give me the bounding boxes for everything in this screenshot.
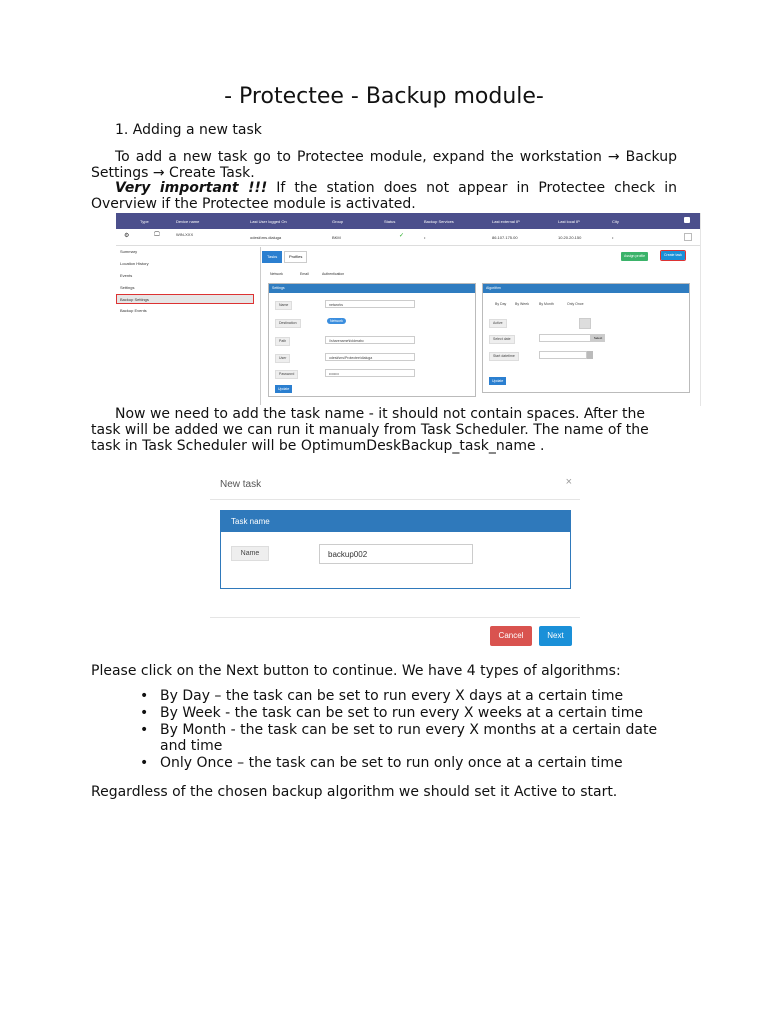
col-external-ip: Last external IP <box>492 219 520 224</box>
cell-user: odesk\ms.dialuga <box>250 235 282 240</box>
important-text: If the station does not appear in Protectee check in Overview if the Protectee module is activated. <box>91 180 677 212</box>
modal-header-divider <box>210 499 580 500</box>
password-label: Password <box>275 370 298 379</box>
close-icon[interactable]: × <box>565 476 572 488</box>
algo-tab-only-once[interactable]: Only Once <box>567 302 584 306</box>
settings-panel-title: Settings <box>269 284 475 293</box>
task-name-panel <box>220 510 571 589</box>
algo-tab-by-month[interactable]: By Month <box>539 302 554 306</box>
subtab-email[interactable]: Email <box>300 272 309 276</box>
list-item: • Only Once – the task can be set to run only once at a certain time <box>136 755 676 771</box>
row-checkbox[interactable] <box>684 233 692 241</box>
list-item: • By Month - the task can be set to run every X months at a certain date and time <box>136 722 676 754</box>
task-name-input[interactable]: backup002 <box>319 544 473 564</box>
sidebar-item-summary[interactable]: Summary <box>120 249 138 254</box>
create-task-button[interactable]: Create task <box>661 251 685 260</box>
active-checkbox[interactable] <box>579 318 591 329</box>
col-last-user: Last User logged On <box>250 219 287 224</box>
cell-local-ip: 10.20.20.150 <box>558 235 582 240</box>
new-task-modal-screenshot <box>210 470 580 653</box>
status-ok-icon: ✓ <box>399 233 405 239</box>
col-local-ip: Last local IP <box>558 219 580 224</box>
col-city: City <box>612 219 619 224</box>
col-status: Status <box>384 219 396 224</box>
select-date-label: Select date <box>489 335 515 344</box>
intro-paragraph <box>91 149 677 181</box>
password-input[interactable]: •••••••• <box>325 369 415 377</box>
sidebar-divider <box>260 247 261 405</box>
device-row[interactable] <box>116 229 700 246</box>
list-item: • By Week - the task can be set to run every X weeks at a certain time <box>136 705 676 721</box>
name-label: Name <box>275 301 292 310</box>
user-label: User <box>275 354 290 363</box>
name-input[interactable]: networks <box>325 300 415 308</box>
algorithm-panel <box>482 283 690 393</box>
cell-device: WIN-XXX <box>176 232 194 237</box>
col-backup-services: Backup Services <box>424 219 454 224</box>
cancel-button[interactable]: Cancel <box>490 626 532 646</box>
user-input[interactable]: odesk\ms\Protectee\dialuga <box>325 353 415 361</box>
col-group: Group <box>332 219 344 224</box>
algorithm-update-button[interactable]: Update <box>489 377 506 385</box>
calendar-icon[interactable] <box>587 351 593 359</box>
task-name-panel-title: Task name <box>221 511 570 532</box>
name-label: Name <box>231 546 269 561</box>
path-input[interactable]: \\sharename\folderabc <box>325 336 415 344</box>
list-item: • By Day – the task can be set to run every X days at a certain time <box>136 688 676 704</box>
backup-settings-screenshot <box>116 213 701 406</box>
tab-tasks[interactable]: Tasks <box>262 251 282 263</box>
subtab-authentication[interactable]: Authentication <box>322 272 345 276</box>
intro-text: To add a new task go to Protectee module, expand the workstation → Backup Settings → Create Task. <box>91 149 677 181</box>
important-paragraph <box>91 180 677 212</box>
algorithm-list <box>136 688 676 772</box>
monitor-icon: 🖵 <box>154 232 160 238</box>
algo-tab-by-week[interactable]: By Week <box>515 302 529 306</box>
task-name-paragraph <box>91 406 677 454</box>
important-label: Very important !!! <box>115 180 268 196</box>
task-name-text: Now we need to add the task name - it should not contain spaces. After the task will be added we can run it manualy from Task Scheduler. The name of the task in Task Scheduler will be OptimumDeskBackup_task_name . <box>91 406 649 454</box>
assign-profile-button[interactable]: Assign profile <box>621 252 648 261</box>
settings-update-button[interactable]: Update <box>275 385 292 393</box>
tab-profiles[interactable]: Profiles <box>284 251 307 263</box>
settings-panel <box>268 283 476 397</box>
start-datetime-label: Start datetime <box>489 352 519 361</box>
destination-badge[interactable]: Network <box>327 318 346 324</box>
destination-label: Destination <box>275 319 301 328</box>
modal-footer-divider <box>210 617 580 618</box>
select-date-button[interactable]: Select <box>591 334 605 342</box>
cell-external-ip: 86.107.175.00 <box>492 235 518 240</box>
expand-icon[interactable]: ⚙ <box>124 233 130 239</box>
cell-group: BKM <box>332 235 341 240</box>
sidebar-item-backup-events[interactable]: Backup Events <box>120 308 147 313</box>
document-title: - Protectee - Backup module- <box>224 84 544 109</box>
active-label: Active <box>489 319 507 328</box>
cell-backup: • <box>424 235 426 240</box>
col-type: Type <box>140 219 149 224</box>
device-table-header <box>116 213 700 229</box>
algorithm-panel-title: Algorithm <box>483 284 689 293</box>
subtab-network[interactable]: Network <box>270 272 283 276</box>
sidebar-item-location-history[interactable]: Location History <box>120 261 149 266</box>
section-heading: 1. Adding a new task <box>115 122 262 138</box>
cell-city: • <box>612 235 614 240</box>
select-all-checkbox[interactable] <box>684 217 690 223</box>
sidebar-item-backup-settings[interactable]: Backup Settings <box>116 294 254 304</box>
modal-title: New task <box>220 479 262 490</box>
sidebar-item-events[interactable]: Events <box>120 273 133 278</box>
algorithms-intro: Please click on the Next button to continue. We have 4 types of algorithms: <box>91 663 621 679</box>
closing-paragraph: Regardless of the chosen backup algorithm we should set it Active to start. <box>91 784 618 800</box>
col-device-name: Device name <box>176 219 200 224</box>
start-datetime-input[interactable] <box>539 351 587 359</box>
select-date-input[interactable] <box>539 334 591 342</box>
next-button[interactable]: Next <box>539 626 572 646</box>
path-label: Path <box>275 337 290 346</box>
sidebar-item-settings[interactable]: Settings <box>120 285 135 290</box>
algo-tab-by-day[interactable]: By Day <box>495 302 507 306</box>
